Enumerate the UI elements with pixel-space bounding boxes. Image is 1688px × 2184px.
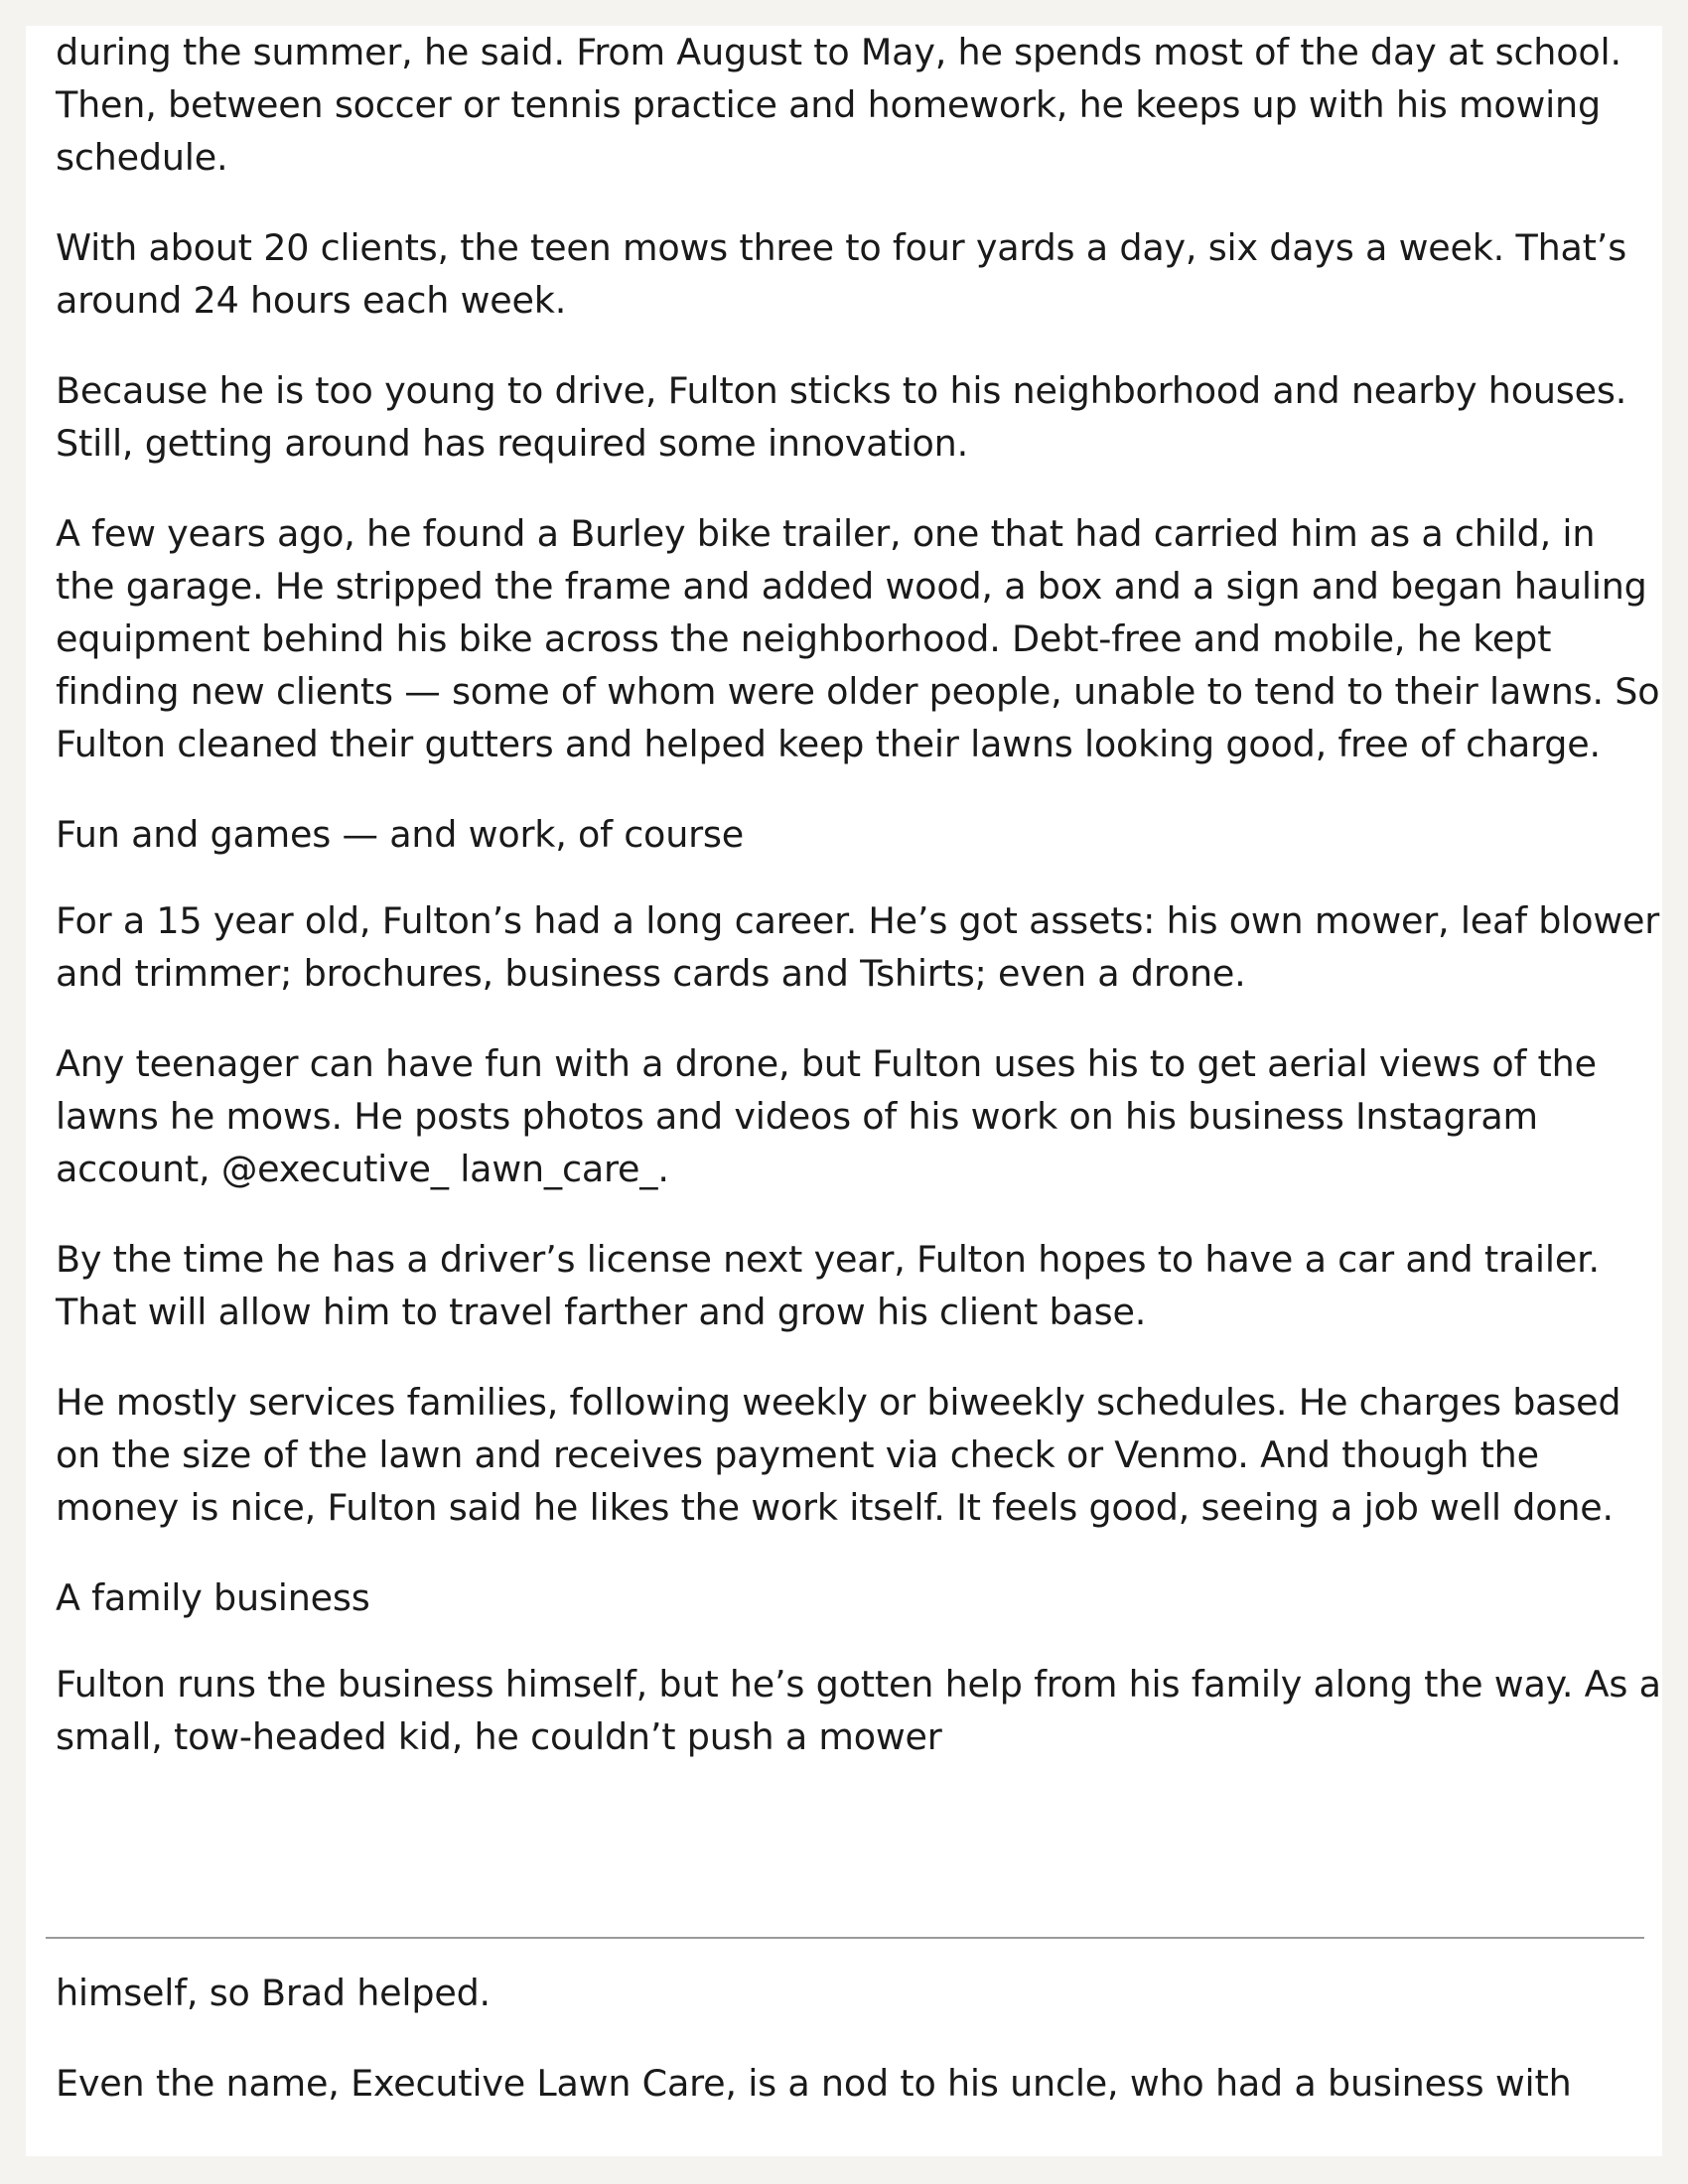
paragraph: Fulton runs the business himself, but he’s gotten help from his family along the way. As a small, tow-headed kid, he couldn’t push a mower — [56, 1663, 1661, 1758]
paragraph: He mostly services families, following weekly or biweekly schedules. He charges based on the size of the lawn and receives payment via check or Venmo. And though the money is nice, Fulton said he likes the work itself. It feels good, seeing a job well done. — [56, 1381, 1621, 1529]
paragraph: For a 15 year old, Fulton’s had a long career. He’s got assets: his own mower, leaf blower and trimmer; brochures, business cards and Tshirts; even a drone. — [56, 899, 1660, 995]
paragraph: A few years ago, he found a Burley bike trailer, one that had carried him as a child, in the garage. He stripped the frame and added wood, a box and a sign and began hauling equipment behind his bike across the neighborhood. Debt-free and mobile, he kept finding new clients — some of whom were older people, unable to tend to their lawns. So Fulton cleaned their gutters and helped keep their lawns looking good, free of charge. — [56, 512, 1660, 765]
page-break-divider — [46, 1937, 1644, 1939]
document-page — [26, 26, 1662, 2156]
paragraph: Any teenager can have fun with a drone, but Fulton uses his to get aerial views of the lawns he mows. He posts photos and videos of his work on his business Instagram account, @executive_ lawn_care_. — [56, 1042, 1597, 1190]
paragraph: Because he is too young to drive, Fulton sticks to his neighborhood and nearby houses. Still, getting around has required some innovation. — [56, 369, 1627, 465]
paragraph: With about 20 clients, the teen mows three to four yards a day, six days a week. That’s around 24 hours each week. — [56, 226, 1627, 322]
paragraph: Even the name, Executive Lawn Care, is a nod to his uncle, who had a business with — [56, 2062, 1572, 2105]
section-heading: Fun and games — and work, of course — [56, 813, 745, 856]
paragraph: By the time he has a driver’s license next year, Fulton hopes to have a car and trailer. That will allow him to travel farther and grow his client base. — [56, 1238, 1600, 1333]
article-body — [56, 26, 1664, 1801]
section-heading: A family business — [56, 1576, 370, 1619]
continued-article-body — [56, 1967, 1664, 2147]
paragraph: himself, so Brad helped. — [56, 1972, 491, 2014]
paragraph: during the summer, he said. From August to May, he spends most of the day at school. Then, between soccer or tennis practice and homework, he keeps up with his mowing schedule. — [56, 31, 1621, 179]
